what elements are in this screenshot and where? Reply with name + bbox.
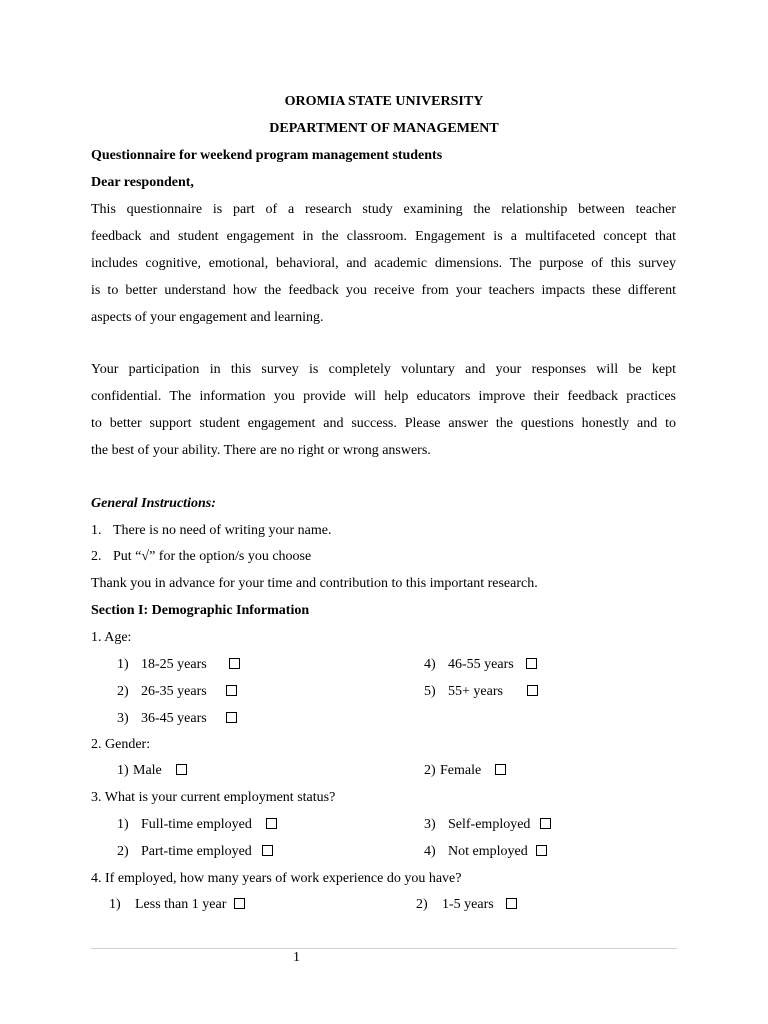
paragraph-line: aspects of your engagement and learning. bbox=[91, 310, 324, 325]
paragraph-line: to better support student engagement and success. Please answer the questions honestly and to bbox=[91, 416, 676, 431]
department-name: DEPARTMENT OF MANAGEMENT bbox=[269, 121, 499, 136]
option-row bbox=[117, 683, 237, 701]
option-number: 1) bbox=[109, 897, 121, 912]
option-row bbox=[424, 762, 506, 780]
intro-paragraph-2 bbox=[91, 356, 676, 464]
option-row bbox=[109, 896, 245, 914]
checkbox-gender-female[interactable] bbox=[495, 764, 506, 775]
option-label: Not employed bbox=[448, 844, 528, 859]
footer-divider bbox=[91, 948, 677, 949]
question-experience-label: 4. If employed, how many years of work experience do you have? bbox=[91, 871, 462, 886]
instruction-text: Put “√” for the option/s you choose bbox=[113, 549, 312, 564]
checkbox-age-55-plus[interactable] bbox=[527, 685, 538, 696]
paragraph-line: Your participation in this survey is completely voluntary and your responses will be kept bbox=[91, 362, 676, 377]
option-label: 55+ years bbox=[448, 684, 503, 699]
option-label: Female bbox=[440, 763, 482, 778]
option-row bbox=[117, 656, 240, 674]
option-label: Full-time employed bbox=[141, 817, 252, 832]
checkbox-not-employed[interactable] bbox=[536, 845, 547, 856]
checkbox-age-18-25[interactable] bbox=[229, 658, 240, 669]
option-number: 1) bbox=[117, 817, 129, 832]
option-number: 2) bbox=[117, 684, 129, 699]
option-label: Self-employed bbox=[448, 817, 531, 832]
question-age-label: 1. Age: bbox=[91, 630, 132, 645]
checkbox-age-26-35[interactable] bbox=[226, 685, 237, 696]
university-name: OROMIA STATE UNIVERSITY bbox=[284, 94, 484, 109]
option-number: 1) bbox=[117, 763, 129, 778]
option-label: 36-45 years bbox=[141, 711, 207, 726]
question-gender-label: 2. Gender: bbox=[91, 737, 151, 752]
checkbox-1-5-years[interactable] bbox=[506, 898, 517, 909]
option-label: 26-35 years bbox=[141, 684, 207, 699]
instruction-text: There is no need of writing your name. bbox=[113, 523, 332, 538]
instruction-number: 1. bbox=[91, 523, 102, 538]
option-number: 5) bbox=[424, 684, 436, 699]
option-row bbox=[424, 656, 537, 674]
option-number: 1) bbox=[117, 657, 129, 672]
option-label: 46-55 years bbox=[448, 657, 514, 672]
option-row bbox=[117, 710, 237, 728]
option-row bbox=[424, 683, 538, 701]
checkbox-less-than-1-year[interactable] bbox=[234, 898, 245, 909]
paragraph-line: confidential. The information you provide will help educators improve their feedback practices bbox=[91, 389, 676, 404]
checkbox-gender-male[interactable] bbox=[176, 764, 187, 775]
questionnaire-title: Questionnaire for weekend program management students bbox=[91, 148, 443, 163]
option-row bbox=[117, 762, 187, 780]
paragraph-line: This questionnaire is part of a research study examining the relationship between teacher bbox=[91, 202, 676, 217]
checkbox-full-time[interactable] bbox=[266, 818, 277, 829]
checkbox-self-employed[interactable] bbox=[540, 818, 551, 829]
option-row bbox=[117, 843, 273, 861]
instruction-number: 2. bbox=[91, 549, 102, 564]
thanks-text: Thank you in advance for your time and contribution to this important research. bbox=[91, 576, 538, 591]
paragraph-line: includes cognitive, emotional, behavioral, and academic dimensions. The purpose of this survey bbox=[91, 256, 676, 271]
option-label: 18-25 years bbox=[141, 657, 207, 672]
instruction-item bbox=[91, 548, 311, 566]
option-number: 3) bbox=[424, 817, 436, 832]
salutation: Dear respondent, bbox=[91, 175, 194, 190]
option-row bbox=[424, 843, 547, 861]
option-number: 4) bbox=[424, 657, 436, 672]
option-number: 2) bbox=[424, 763, 436, 778]
option-label: Part-time employed bbox=[141, 844, 252, 859]
instruction-item bbox=[91, 522, 332, 540]
option-row bbox=[416, 896, 517, 914]
paragraph-line: feedback and student engagement in the classroom. Engagement is a multifaceted concept that bbox=[91, 229, 676, 244]
page-number: 1 bbox=[293, 950, 300, 965]
checkbox-age-46-55[interactable] bbox=[526, 658, 537, 669]
option-label: Less than 1 year bbox=[135, 897, 227, 912]
instructions-heading: General Instructions: bbox=[91, 496, 216, 511]
option-row bbox=[424, 816, 551, 834]
option-number: 2) bbox=[416, 897, 428, 912]
checkbox-age-36-45[interactable] bbox=[226, 712, 237, 723]
section-1-heading: Section I: Demographic Information bbox=[91, 603, 310, 618]
option-number: 4) bbox=[424, 844, 436, 859]
option-number: 3) bbox=[117, 711, 129, 726]
paragraph-line: is to better understand how the feedback you receive from your teachers impacts these different bbox=[91, 283, 676, 298]
paragraph-line: the best of your ability. There are no right or wrong answers. bbox=[91, 443, 431, 458]
question-employment-label: 3. What is your current employment status? bbox=[91, 790, 336, 805]
option-number: 2) bbox=[117, 844, 129, 859]
option-row bbox=[117, 816, 277, 834]
option-label: 1-5 years bbox=[442, 897, 494, 912]
checkbox-part-time[interactable] bbox=[262, 845, 273, 856]
option-label: Male bbox=[133, 763, 162, 778]
intro-paragraph-1 bbox=[91, 196, 676, 331]
